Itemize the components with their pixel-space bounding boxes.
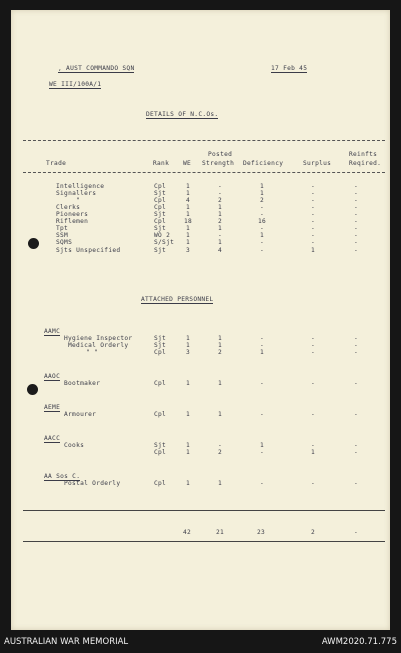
total-reinforcements: - [353, 529, 359, 536]
row-trade: Armourer [64, 411, 97, 418]
row-trade: SSM [56, 232, 69, 239]
row-we: 1 [185, 335, 191, 342]
row-deficiency: 1 [259, 442, 265, 449]
row-reinforcements: - [353, 204, 359, 211]
nco-details-document [11, 10, 390, 630]
row-we: 1 [185, 380, 191, 387]
row-posted-strength: - [217, 232, 223, 239]
row-trade: Riflemen [56, 218, 89, 225]
col-we-header: WE [183, 160, 192, 167]
total-we: 42 [182, 529, 192, 536]
row-rank: Cpl [154, 380, 167, 387]
row-deficiency: - [259, 211, 265, 218]
row-trade: Medical Orderly [68, 342, 129, 349]
row-posted-strength: 1 [217, 204, 223, 211]
row-reinforcements: - [353, 342, 359, 349]
row-rank: Sjt [154, 247, 167, 254]
row-we: 1 [185, 411, 191, 418]
row-rank: Cpl [154, 349, 167, 356]
corps-heading: AAMC [44, 328, 61, 335]
row-we: 1 [185, 190, 191, 197]
col-reinfts-header-2: Reqired. [349, 160, 382, 167]
row-reinforcements: - [353, 239, 359, 246]
row-surplus: - [310, 335, 316, 342]
row-deficiency: 1 [259, 190, 265, 197]
row-trade: " [76, 197, 81, 204]
row-surplus: - [310, 411, 316, 418]
total-deficiency: 23 [256, 529, 266, 536]
unit-heading: , AUST COMMANDO SQN [58, 65, 135, 72]
row-reinforcements: - [353, 218, 359, 225]
row-reinforcements: - [353, 183, 359, 190]
row-surplus: 1 [310, 449, 316, 456]
row-surplus: - [310, 349, 316, 356]
row-posted-strength: 1 [217, 211, 223, 218]
row-reinforcements: - [353, 232, 359, 239]
row-posted-strength: - [217, 183, 223, 190]
row-surplus: - [310, 380, 316, 387]
row-posted-strength: 1 [217, 239, 223, 246]
row-rank: Cpl [154, 204, 167, 211]
row-reinforcements: - [353, 349, 359, 356]
row-deficiency: 1 [259, 349, 265, 356]
col-reinfts-header-1: Reinfts [349, 151, 378, 158]
totals-bottom-rule [23, 541, 385, 542]
row-reinforcements: - [353, 480, 359, 487]
corps-heading: AA Sos C. [44, 473, 81, 480]
corps-heading: AEME [44, 404, 61, 411]
row-deficiency: - [259, 449, 265, 456]
row-deficiency: - [259, 411, 265, 418]
row-posted-strength: 1 [217, 225, 223, 232]
footer-institution: AUSTRALIAN WAR MEMORIAL [4, 637, 129, 647]
row-trade: SQMS [56, 239, 73, 246]
row-surplus: - [310, 218, 316, 225]
row-reinforcements: - [353, 442, 359, 449]
row-rank: Sjt [154, 211, 167, 218]
row-we: 1 [185, 225, 191, 232]
row-deficiency: 16 [257, 218, 267, 225]
row-posted-strength: 1 [217, 480, 223, 487]
row-reinforcements: - [353, 380, 359, 387]
row-deficiency: - [259, 480, 265, 487]
row-we: 1 [185, 183, 191, 190]
row-posted-strength: 1 [217, 380, 223, 387]
row-trade: Postal Orderly [64, 480, 121, 487]
row-trade: Bootmaker [64, 380, 101, 387]
row-we: 1 [185, 204, 191, 211]
row-surplus: - [310, 480, 316, 487]
row-surplus: - [310, 211, 316, 218]
row-trade: Cooks [64, 442, 85, 449]
row-surplus: 1 [310, 247, 316, 254]
row-trade: Sjts Unspecified [56, 247, 121, 254]
attached-personnel-heading: ATTACHED PERSONNEL [141, 296, 214, 303]
row-reinforcements: - [353, 211, 359, 218]
row-rank: Sjt [154, 335, 167, 342]
row-we: 3 [185, 247, 191, 254]
row-posted-strength: 1 [217, 342, 223, 349]
row-rank: Cpl [154, 218, 167, 225]
row-posted-strength: - [217, 442, 223, 449]
row-trade: Clerks [56, 204, 81, 211]
row-trade: Hygiene Inspector [64, 335, 133, 342]
row-we: 3 [185, 349, 191, 356]
row-reinforcements: - [353, 197, 359, 204]
row-surplus: - [310, 197, 316, 204]
row-we: 1 [185, 239, 191, 246]
row-deficiency: 1 [259, 183, 265, 190]
row-deficiency: - [259, 247, 265, 254]
row-rank: Sjt [154, 225, 167, 232]
row-we: 1 [185, 449, 191, 456]
row-trade: Intelligence [56, 183, 105, 190]
archive-footer [0, 631, 401, 653]
row-posted-strength: 2 [217, 349, 223, 356]
row-reinforcements: - [353, 225, 359, 232]
total-surplus: 2 [310, 529, 316, 536]
row-we: 4 [185, 197, 191, 204]
row-surplus: - [310, 225, 316, 232]
row-deficiency: 2 [259, 197, 265, 204]
row-reinforcements: - [353, 190, 359, 197]
totals-top-rule [23, 510, 385, 511]
row-rank: Cpl [154, 449, 167, 456]
col-posted-header-2: Strength [202, 160, 235, 167]
row-posted-strength: 1 [217, 411, 223, 418]
row-trade: Signallers [56, 190, 97, 197]
row-surplus: - [310, 190, 316, 197]
row-surplus: - [310, 232, 316, 239]
row-rank: Cpl [154, 183, 167, 190]
row-surplus: - [310, 342, 316, 349]
row-posted-strength: 1 [217, 335, 223, 342]
row-posted-strength: 4 [217, 247, 223, 254]
col-deficiency-header: Deficiency [243, 160, 284, 167]
col-posted-header-1: Posted [208, 151, 233, 158]
row-we: 1 [185, 232, 191, 239]
row-reinforcements: - [353, 449, 359, 456]
row-rank: S/Sjt [154, 239, 175, 246]
row-we: 1 [185, 211, 191, 218]
row-deficiency: - [259, 335, 265, 342]
corps-heading: AACC [44, 435, 61, 442]
row-rank: Sjt [154, 442, 167, 449]
col-trade-header: Trade [46, 160, 67, 167]
row-deficiency: - [259, 239, 265, 246]
row-posted-strength: - [217, 190, 223, 197]
row-reinforcements: - [353, 411, 359, 418]
row-rank: Cpl [154, 411, 167, 418]
row-we: 1 [185, 442, 191, 449]
document-title: DETAILS OF N.C.Os. [146, 111, 219, 118]
document-reference: WE III/100A/1 [49, 81, 102, 88]
row-trade: " " [86, 349, 99, 356]
row-rank: Sjt [154, 190, 167, 197]
row-we: 18 [183, 218, 193, 225]
row-we: 1 [185, 480, 191, 487]
total-posted: 21 [215, 529, 225, 536]
row-reinforcements: - [353, 247, 359, 254]
row-rank: Sjt [154, 342, 167, 349]
row-posted-strength: 2 [217, 218, 223, 225]
header-bottom-rule [23, 172, 385, 173]
row-trade: Tpt [56, 225, 69, 232]
row-rank: Cpl [154, 480, 167, 487]
row-rank: Cpl [154, 197, 167, 204]
row-we: 1 [185, 342, 191, 349]
col-surplus-header: Surplus [303, 160, 332, 167]
row-reinforcements: - [353, 335, 359, 342]
col-rank-header: Rank [153, 160, 170, 167]
row-deficiency: - [259, 380, 265, 387]
corps-heading: AAOC [44, 373, 61, 380]
punch-hole-upper [28, 238, 39, 249]
row-trade: Pioneers [56, 211, 89, 218]
row-posted-strength: 2 [217, 197, 223, 204]
document-sheet [11, 10, 390, 630]
footer-accession-number: AWM2020.71.775 [321, 637, 397, 647]
document-date: 17 Feb 45 [271, 65, 308, 72]
row-posted-strength: 2 [217, 449, 223, 456]
row-surplus: - [310, 239, 316, 246]
row-deficiency: - [259, 342, 265, 349]
row-deficiency: - [259, 204, 265, 211]
row-rank: WO 2 [154, 232, 171, 239]
row-deficiency: - [259, 225, 265, 232]
table-top-rule [23, 140, 385, 141]
row-surplus: - [310, 204, 316, 211]
row-deficiency: 1 [259, 232, 265, 239]
row-surplus: - [310, 442, 316, 449]
punch-hole-lower [27, 384, 38, 395]
row-surplus: - [310, 183, 316, 190]
